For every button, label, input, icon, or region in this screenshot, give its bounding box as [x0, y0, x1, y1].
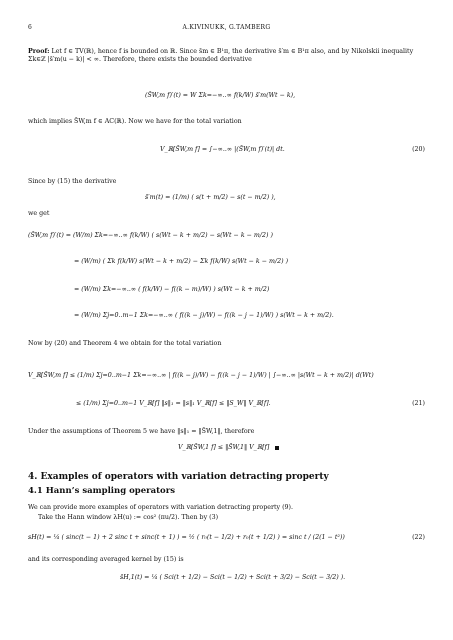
proof-label: Proof:: [28, 48, 50, 55]
equation-21-line-2: ≤ (1/m) Σj=0..m−1 V_ℝ[f] ‖s‖₁ = ‖s‖₁ V_ℝ[f] ≤ ‖S_W‖ V_ℝ[f].: [76, 400, 271, 407]
equation-number-22: (22): [412, 534, 425, 541]
equation-21-line-1: V_ℝ[S̄W,m f] ≤ (1/m) Σj=0..m−1 Σk=−∞..∞ | f((k − j)/W) − f((k − j − 1)/W) | ∫−∞..∞ |s(Wt − k + m/2)| d(Wt): [28, 372, 374, 379]
proof-text-1: Let f ∈ TV(ℝ), hence f is bounded on ℝ. Since s̄m ∈ B¹π, the derivative s̄′m ∈ B¹π also, and by Nikolskii inequality Σk∈ℤ |s̄′m(u − k)| < ∞. Therefore, there exists the bounded derivative: [28, 48, 414, 63]
equation-final-bound: [178, 444, 279, 452]
proof-paragraph-6: Under the assumptions of Theorem 5 we have ‖s‖₁ = ‖S̄W,1‖, therefore: [28, 428, 255, 435]
page-number: 6: [28, 24, 32, 31]
equation-20: V_ℝ[S̄W,m f] = ∫−∞..∞ |(S̄W,m f)′(t)| dt.: [160, 146, 285, 153]
equation-number-20: (20): [412, 146, 425, 153]
section-paragraph-1: We can provide more examples of operators with variation detracting property (9).: [28, 504, 293, 511]
qed-symbol: [275, 446, 279, 450]
equation-chain-line-2: = (W/m) ( Σk f(k/W) s(Wt − k + m/2) − Σk f(k/W) s(Wt − k − m/2) ): [74, 258, 289, 265]
proof-paragraph-4: we get: [28, 210, 50, 217]
proof-paragraph-1: [28, 48, 425, 64]
proof-paragraph-5: Now by (20) and Theorem 4 we obtain for the total variation: [28, 340, 222, 347]
equation-chain-line-3: = (W/m) Σk=−∞..∞ ( f(k/W) − f((k − m)/W) ) s(Wt − k + m/2): [74, 286, 270, 293]
equation-chain-line-4: = (W/m) Σj=0..m−1 Σk=−∞..∞ ( f((k − j)/W) − f((k − j − 1)/W) ) s(Wt − k + m/2).: [74, 312, 334, 319]
equation-kernel-derivative: s̄′m(t) = (1/m) ( s(t + m/2) − s(t − m/2) ),: [145, 194, 276, 201]
running-authors: A.KIVINUKK, G.TAMBERG: [182, 24, 271, 31]
section-title: 4. Examples of operators with variation detracting property: [28, 472, 329, 482]
equation-derivative-operator: (S̄W,m f)′(t) = W Σk=−∞..∞ f(k/W) s̄′m(Wt − k),: [145, 92, 296, 99]
equation-22: sH(t) = ¼ ( sinc(t − 1) + 2 sinc t + sinc(t + 1) ) = ½ ( r₀(t − 1/2) + r₀(t + 1/2) ) = sinc t / (2(1 − t²)): [28, 534, 345, 541]
equation-final-bound-text: V_ℝ[S̄W,1 f] ≤ ‖S̄W,1‖ V_ℝ[f]: [178, 444, 270, 451]
proof-paragraph-3: Since by (15) the derivative: [28, 178, 117, 185]
equation-averaged-hann-kernel: s̄H,1(t) = ¼ ( Sci(t + 1/2) − Sci(t − 1/2) + Sci(t + 3/2) − Sci(t − 3/2) ).: [120, 574, 346, 581]
equation-number-21: (21): [412, 400, 425, 407]
subsection-title: 4.1 Hann’s sampling operators: [28, 486, 175, 496]
section-paragraph-2: Take the Hann window λH(u) := cos² (πu/2). Then by (3): [38, 514, 219, 521]
section-paragraph-3: and its corresponding averaged kernel by (15) is: [28, 556, 184, 563]
proof-paragraph-2: which implies S̄W,m f ∈ AC(ℝ). Now we have for the total variation: [28, 118, 242, 125]
equation-chain-line-1: (S̄W,m f)′(t) = (W/m) Σk=−∞..∞ f(k/W) ( s(Wt − k + m/2) − s(Wt − k − m/2) ): [28, 232, 273, 239]
